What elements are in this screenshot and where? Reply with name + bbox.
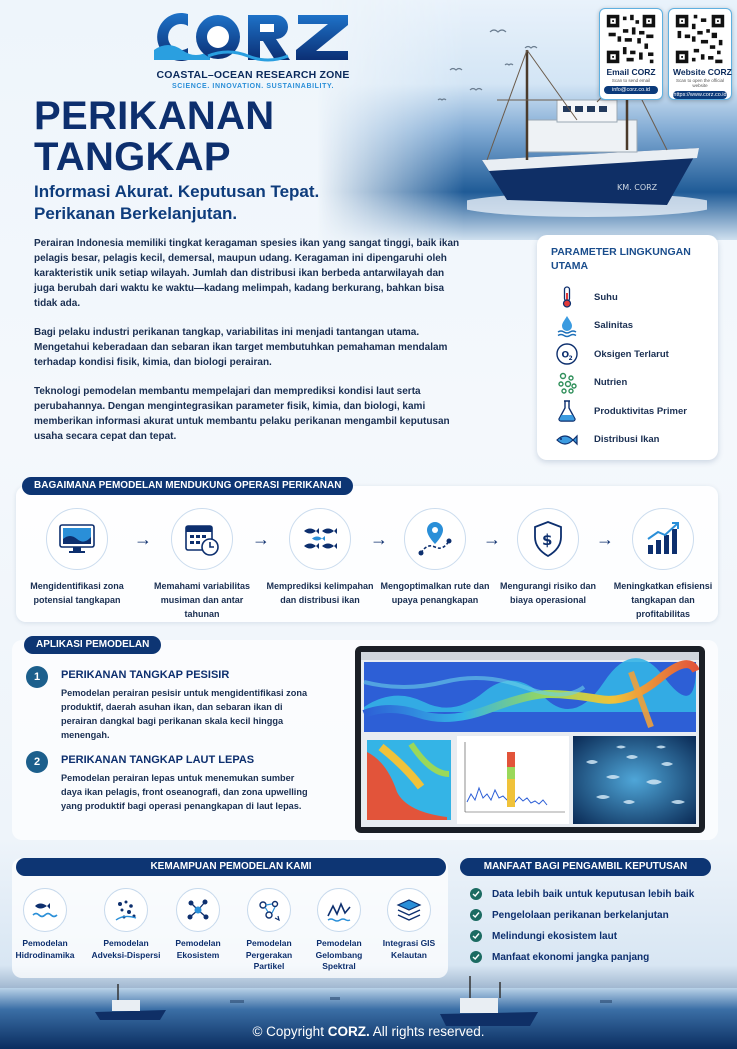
process-step: [493, 508, 603, 607]
email-qr-title: Email CORZ: [606, 67, 656, 77]
capability-label: Integrasi GIS Kelautan: [382, 938, 436, 960]
calendar-clock-icon: [182, 519, 222, 559]
growth-chart-icon: [643, 519, 683, 559]
process-step-label: Mengidentifikasi zona potensial tangkapan: [30, 581, 124, 605]
copyright-brand: CORZ.: [327, 1024, 370, 1039]
copyright-prefix: © Copyright: [252, 1024, 324, 1039]
capability-item: [10, 888, 80, 961]
capability-circle: [176, 888, 220, 932]
process-step-circle: [289, 508, 351, 570]
capability-label: Pemodelan Hidrodinamika: [15, 938, 75, 960]
capability-circle: [317, 888, 361, 932]
copyright-suffix: All rights reserved.: [372, 1024, 485, 1039]
capability-item: [374, 888, 444, 961]
process-step-circle: [632, 508, 694, 570]
title-line-1: PERIKANAN: [34, 94, 275, 138]
model-visualization-icon: [361, 652, 699, 827]
arrow-right-icon: →: [370, 529, 388, 549]
arrow-right-icon: →: [134, 529, 152, 549]
application-number: 2: [26, 751, 48, 773]
email-qr-hint: Scan to send email: [611, 78, 651, 83]
wave-fish-icon: [31, 896, 59, 924]
application-number: 1: [26, 666, 48, 688]
svg-text:O: O: [561, 350, 570, 361]
corz-logo-icon: [148, 6, 358, 66]
subtitle-line-1: Informasi Akurat. Keputusan Tepat.: [34, 182, 320, 201]
process-step-label: Mengurangi risiko dan biaya operasional: [499, 581, 596, 605]
route-pin-icon: [415, 519, 455, 559]
process-step: [147, 508, 257, 621]
process-section-title: BAGAIMANA PEMODELAN MENDUKUNG OPERASI PERIKANAN: [22, 477, 353, 495]
nutrient-icon: [555, 371, 579, 395]
process-step-circle: [171, 508, 233, 570]
website-qr-link[interactable]: https://www.corz.co.id: [673, 92, 727, 98]
water-drops-icon: [555, 314, 579, 338]
benefits-section-title: MANFAAT BAGI PENGAMBIL KEPUTUSAN: [460, 858, 711, 876]
arrow-right-icon: →: [483, 529, 501, 549]
parameter-item: [551, 397, 704, 426]
capability-item: [304, 888, 374, 973]
parameter-item: [551, 426, 704, 455]
parameter-card: [537, 235, 718, 460]
capability-label: Pemodelan Pergerakan Partikel: [245, 938, 293, 971]
process-step-circle: [404, 508, 466, 570]
benefit-item: [470, 951, 649, 963]
check-icon: [470, 951, 482, 963]
arrow-right-icon: →: [596, 529, 614, 549]
capability-circle: [23, 888, 67, 932]
svg-text:2: 2: [568, 355, 573, 363]
title-line-2: TANGKAP: [34, 135, 231, 179]
capability-item: [234, 888, 304, 973]
website-qr-hint: Scan to open the official website: [676, 78, 724, 88]
parameter-item: [551, 340, 704, 369]
intro-text: [34, 236, 464, 458]
ecosystem-icon: [184, 896, 212, 924]
process-step-circle: [46, 508, 108, 570]
parameter-label: Nutrien: [594, 377, 628, 389]
svg-text:KM. CORZ: KM. CORZ: [617, 183, 658, 192]
flask-icon: [555, 399, 579, 423]
model-output-screen: [361, 652, 699, 827]
parameter-item: [551, 369, 704, 398]
parameter-label: Produktivitas Primer: [594, 405, 687, 417]
parameter-label: Salinitas: [594, 320, 634, 332]
fish-school-icon: [300, 519, 340, 559]
process-step: [380, 508, 490, 607]
brand-logo: [148, 6, 358, 92]
dispersion-icon: [112, 896, 140, 924]
process-step-label: Meningkatkan efisiensi tangkapan dan profitabilitas: [613, 581, 713, 619]
benefit-item: [470, 930, 617, 942]
brand-tagline: SCIENCE. INNOVATION. SUSTAINABILITY.: [172, 83, 334, 90]
benefit-label: Melindungi ekosistem laut: [492, 930, 618, 942]
process-step-label: Memahami variabilitas musiman dan antar tahunan: [153, 581, 251, 619]
capability-item: [91, 888, 161, 961]
benefit-label: Manfaat ekonomi jangka panjang: [492, 951, 650, 963]
shield-dollar-icon: [528, 519, 568, 559]
process-step: [608, 508, 718, 621]
particle-icon: [255, 896, 283, 924]
application-title: PERIKANAN TANGKAP LAUT LEPAS: [61, 754, 255, 766]
brand-name: COASTAL–OCEAN RESEARCH ZONE: [156, 69, 350, 81]
process-step-label: Memprediksi kelimpahan dan distribusi ikan: [266, 581, 374, 605]
page-subtitle: [34, 181, 319, 225]
oxygen-icon: [555, 342, 579, 366]
capabilities-section-title: KEMAMPUAN PEMODELAN KAMI: [16, 858, 446, 876]
copyright: [0, 1024, 737, 1039]
email-qr-link[interactable]: info@corz.co.id: [604, 86, 658, 94]
benefit-item: [470, 909, 669, 921]
capability-label: Pemodelan Gelombang Spektral: [315, 938, 363, 971]
parameter-item: [551, 283, 704, 312]
parameter-list: [551, 283, 704, 454]
process-step-circle: [517, 508, 579, 570]
monitor-map-icon: [57, 519, 97, 559]
gis-layers-icon: [395, 896, 423, 924]
page-title: [34, 96, 275, 178]
application-title: PERIKANAN TANGKAP PESISIR: [61, 669, 230, 681]
application-desc: Pemodelan perairan pesisir untuk mengidentifikasi zona produktif, daerah asuhan ikan, dan sebaran ikan di perairan dangkal bagi perikanan skala kecil hingga menengah.: [61, 688, 308, 740]
process-step-label: Mengoptimalkan rute dan upaya penangkapan: [380, 581, 490, 605]
intro-paragraph-3: Teknologi pemodelan membantu mempelajari dan memprediksi kondisi laut serta perubahannya. Dengan mengintegrasikan parameter fisik, kimia, dan biologi, kami memberikan informasi akurat untuk membantu pelaku perikanan mengambil keputusan usaha secara cepat dan tepat.: [34, 386, 450, 442]
parameter-card-title: PARAMETER LINGKUNGAN UTAMA: [551, 246, 691, 272]
capability-item: [163, 888, 233, 961]
benefit-item: [470, 888, 694, 900]
parameter-item: [551, 312, 704, 341]
check-icon: [470, 909, 482, 921]
applications-section-title: APLIKASI PEMODELAN: [24, 636, 161, 654]
arrow-right-icon: →: [252, 529, 270, 549]
email-qr-card[interactable]: [599, 8, 663, 100]
capability-label: Pemodelan Adveksi-Dispersi: [91, 938, 161, 960]
website-qr-title: Website CORZ: [673, 67, 732, 77]
benefit-label: Data lebih baik untuk keputusan lebih baik: [492, 888, 695, 900]
parameter-label: Oksigen Terlarut: [594, 348, 669, 360]
check-icon: [470, 888, 482, 900]
model-output-monitor: [355, 646, 705, 833]
qr-code-icon: [673, 13, 727, 65]
capability-circle: [387, 888, 431, 932]
fish-icon: [555, 428, 579, 452]
subtitle-line-2: Perikanan Berkelanjutan.: [34, 204, 238, 223]
intro-paragraph-2: Bagi pelaku industri perikanan tangkap, variabilitas ini menjadi tantangan utama. Mengetahui keberadaan dan sebaran ikan target membutuhkan pemahaman mendalam terhadap kondisi fisik, kimia, dan biologi perairan.: [34, 327, 448, 368]
intro-paragraph-1: Perairan Indonesia memiliki tingkat keragaman spesies ikan yang sangat tinggi, baik ikan pelagis besar, pelagis kecil, demersal, maupun udang. Keragaman ini dipengaruhi oleh karakteristik unik setiap wilayah. Jumlah dan distribusi ikan berbeda antarwilayah dan juga berubah dari waktu ke waktu—kadang melimpah, kadang berkurang, bahkan bisa tidak ada.: [34, 238, 460, 309]
capability-label: Pemodelan Ekosistem: [175, 938, 221, 960]
qr-code-icon: [604, 13, 658, 65]
process-step: [265, 508, 375, 607]
thermometer-icon: [555, 285, 579, 309]
capability-circle: [247, 888, 291, 932]
capability-circle: [104, 888, 148, 932]
parameter-label: Distribusi Ikan: [594, 434, 660, 446]
wave-spectrum-icon: [325, 896, 353, 924]
check-icon: [470, 930, 482, 942]
process-step: [22, 508, 132, 607]
parameter-label: Suhu: [594, 291, 618, 303]
website-qr-card[interactable]: [668, 8, 732, 100]
benefit-label: Pengelolaan perikanan berkelanjutan: [492, 909, 669, 921]
application-desc: Pemodelan perairan lepas untuk menemukan sumber daya ikan pelagis, front oseanografi, dan zona upwelling yang produktif bagi operasi penangkapan di laut lepas.: [61, 773, 308, 811]
svg-text:$: $: [542, 531, 553, 549]
